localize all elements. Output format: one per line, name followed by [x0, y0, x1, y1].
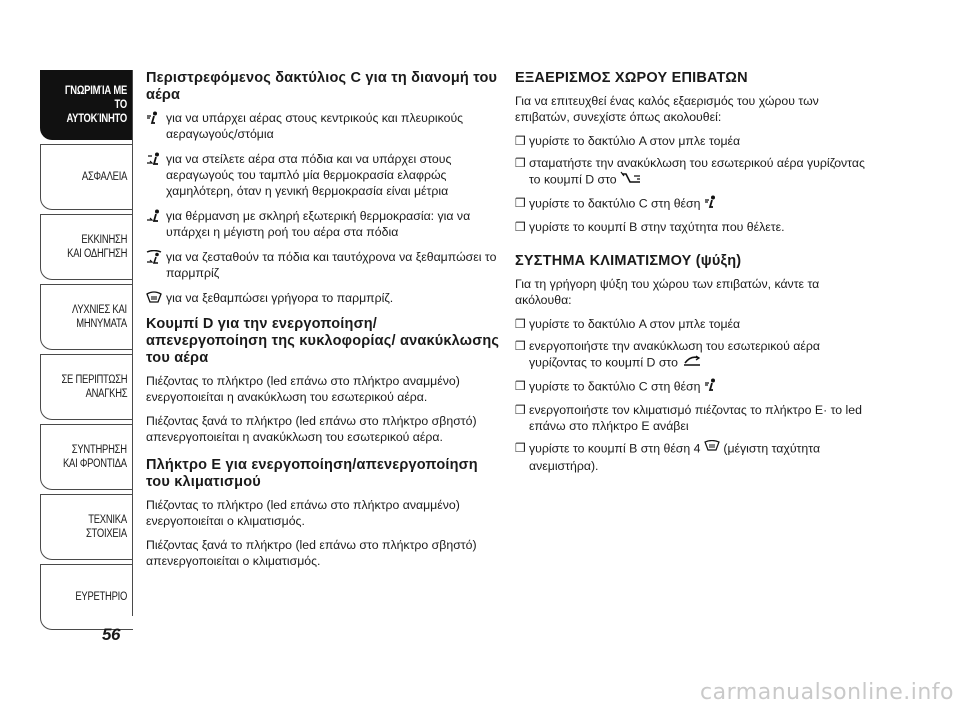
left-column [146, 70, 502, 577]
item-text: γυρίστε το δακτύλιο A στον μπλε τομέα [529, 317, 741, 331]
list-item [146, 249, 502, 281]
tab-technical-data[interactable] [40, 494, 133, 560]
page-number: 56 [102, 625, 120, 644]
list-item [515, 402, 875, 434]
item-text-suffix: (μέγιστη ταχύτητα ανεμιστήρα). [529, 441, 821, 473]
tab-label: ΣΥΝΤΗΡΗΣΗ ΚΑΙ ΦΡΟΝΤΙΔΑ [63, 444, 127, 470]
max-fan-icon [704, 440, 720, 458]
section-title-air-conditioning: ΣΥΣΤΗΜΑ ΚΛΙΜΑΤΙΣΜΟΥ (ψύξη) [515, 253, 742, 269]
list-item [515, 133, 875, 149]
fresh-air-intake-icon [620, 171, 642, 189]
section-title-ring-c: Περιστρεφόμενος δακτύλιος C για τη διανομή του αέρα [146, 70, 498, 103]
tab-label: ΑΣΦΑΛΕΙΑ [81, 171, 127, 183]
bullet-box-icon: ❒ [515, 379, 526, 393]
list-item [515, 378, 875, 396]
air-to-face-and-feet-icon [146, 151, 166, 167]
list-item [515, 155, 875, 189]
list-item [515, 316, 875, 332]
bullet-box-icon: ❒ [515, 134, 526, 148]
item-text: γυρίστε το κουμπί B στην ταχύτητα που θέλετε. [529, 220, 785, 234]
windscreen-demist-icon [146, 290, 166, 306]
list-item [146, 208, 502, 240]
section-title-ventilation: ΕΞΑΕΡΙΣΜΟΣ ΧΩΡΟΥ ΕΠΙΒΑΤΩΝ [515, 70, 748, 86]
list-item [515, 440, 875, 474]
right-column [515, 70, 875, 480]
tab-label: ΓΝΩΡΙΜΊΑ ΜΕ ΤΟ ΑΥΤΟΚΊΝΗΤΟ [64, 85, 127, 125]
paragraph: Πιέζοντας το πλήκτρο (led επάνω στο πλήκτρο αναμμένο) ενεργοποιείται η ανακύκλωση του εσωτερικού αέρα. [146, 374, 460, 404]
tab-label: ΣΕ ΠΕΡΙΠΤΩΣΗ ΑΝΑΓΚΗΣ [61, 374, 127, 400]
paragraph: Πιέζοντας το πλήκτρο (led επάνω στο πλήκτρο αναμμένο) ενεργοποιείται ο κλιματισμός. [146, 498, 460, 528]
section-title-button-d: Κουμπί D για την ενεργοποίηση/ απενεργοποίηση της κυκλοφορίας/ ανακύκλωσης του αέρα [146, 316, 500, 366]
bullet-box-icon: ❒ [515, 339, 526, 353]
tab-getting-to-know[interactable] [40, 70, 133, 140]
tab-starting-driving[interactable] [40, 214, 133, 280]
list-item [515, 195, 875, 213]
item-text: για να ξεθαμπώσει γρήγορα το παρμπρίζ. [166, 291, 394, 305]
bullet-box-icon: ❒ [515, 403, 526, 417]
item-text: ενεργοποιήστε την ανακύκλωση του εσωτερικού αέρα γυρίζοντας το κουμπί D στο [529, 339, 820, 370]
watermark: carmanualsonline.info [700, 680, 954, 705]
item-text: γυρίστε το κουμπί B στη θέση 4 [529, 441, 701, 456]
section-title-button-e: Πλήκτρο E για ενεργοποίηση/απενεργοποίηση του κλιματισμού [146, 457, 478, 490]
paragraph: Πιέζοντας ξανά το πλήκτρο (led επάνω στο πλήκτρο σβηστό) απενεργοποιείται η ανακύκλωση του εσωτερικού αέρα. [146, 414, 477, 444]
recirculation-icon [681, 354, 703, 372]
item-text: γυρίστε το δακτύλιο C στη θέση [529, 379, 701, 394]
tab-label: ΕΚΚΙΝΗΣΗ ΚΑΙ ΟΔΗΓΗΣΗ [66, 234, 127, 260]
tab-maintenance[interactable] [40, 424, 133, 490]
list-item [146, 151, 502, 199]
air-to-face-icon [146, 110, 166, 126]
paragraph: Πιέζοντας ξανά το πλήκτρο (led επάνω στο πλήκτρο σβηστό) απενεργοποιείται ο κλιματισμός. [146, 538, 477, 568]
item-text: για να υπάρχει αέρας στους κεντρικούς και πλευρικούς αεραγωγούς/στόμια [166, 111, 464, 141]
tab-emergency[interactable] [40, 354, 133, 420]
list-item [515, 338, 875, 372]
chapter-sidebar [40, 70, 133, 634]
paragraph: Για να επιτευχθεί ένας καλός εξαερισμός του χώρου των επιβατών, συνεχίστε όπως ακολουθεί: [515, 94, 819, 124]
item-text: γυρίστε το δακτύλιο C στη θέση [529, 196, 701, 211]
tab-label: ΛΥΧΝΙΕΣ ΚΑΙ ΜΗΝΥΜΑΤΑ [72, 304, 127, 330]
air-to-feet-and-windscreen-icon [146, 249, 166, 265]
item-text: για να στείλετε αέρα στα πόδια και να υπάρχει στους αεραγωγούς του ταμπλό μία θερμοκρασία ελαφρώς χαμηλότερη, όταν η γενική θερμοκρασία είναι μέτρια [166, 152, 452, 198]
list-item [515, 219, 875, 235]
tab-label: ΕΥΡΕΤΗΡΙΟ [75, 591, 127, 603]
tab-warning-lights[interactable] [40, 284, 133, 350]
tab-safety[interactable] [40, 144, 133, 210]
air-to-face-icon [704, 378, 718, 396]
bullet-box-icon: ❒ [515, 220, 526, 234]
item-text: ενεργοποιήστε τον κλιματισμό πιέζοντας το πλήκτρο E· το led επάνω στο πλήκτρο E ανάβει [529, 403, 862, 433]
bullet-box-icon: ❒ [515, 196, 526, 210]
item-text: για θέρμανση με σκληρή εξωτερική θερμοκρασία: για να υπάρχει η μέγιστη ροή του αέρα στα πόδια [166, 209, 471, 239]
item-text: σταματήστε την ανακύκλωση του εσωτερικού αέρα γυρίζοντας το κουμπί D στο [529, 156, 865, 187]
item-text: για να ζεσταθούν τα πόδια και ταυτόχρονα να ξεθαμπώσει το παρμπρίζ [166, 250, 497, 280]
bullet-box-icon: ❒ [515, 441, 526, 455]
tab-label: ΤΕΧΝΙΚΑ ΣΤΟΙΧΕΙΑ [86, 514, 127, 540]
air-to-feet-icon [146, 208, 166, 224]
air-to-face-icon [704, 195, 718, 213]
bullet-box-icon: ❒ [515, 156, 526, 170]
paragraph: Για τη γρήγορη ψύξη του χώρου των επιβατών, κάντε τα ακόλουθα: [515, 277, 820, 307]
list-item [146, 290, 502, 306]
bullet-box-icon: ❒ [515, 317, 526, 331]
list-item [146, 110, 502, 142]
tab-index[interactable] [40, 564, 133, 630]
sidebar-divider [132, 70, 133, 616]
item-text: γυρίστε το δακτύλιο A στον μπλε τομέα [529, 134, 741, 148]
